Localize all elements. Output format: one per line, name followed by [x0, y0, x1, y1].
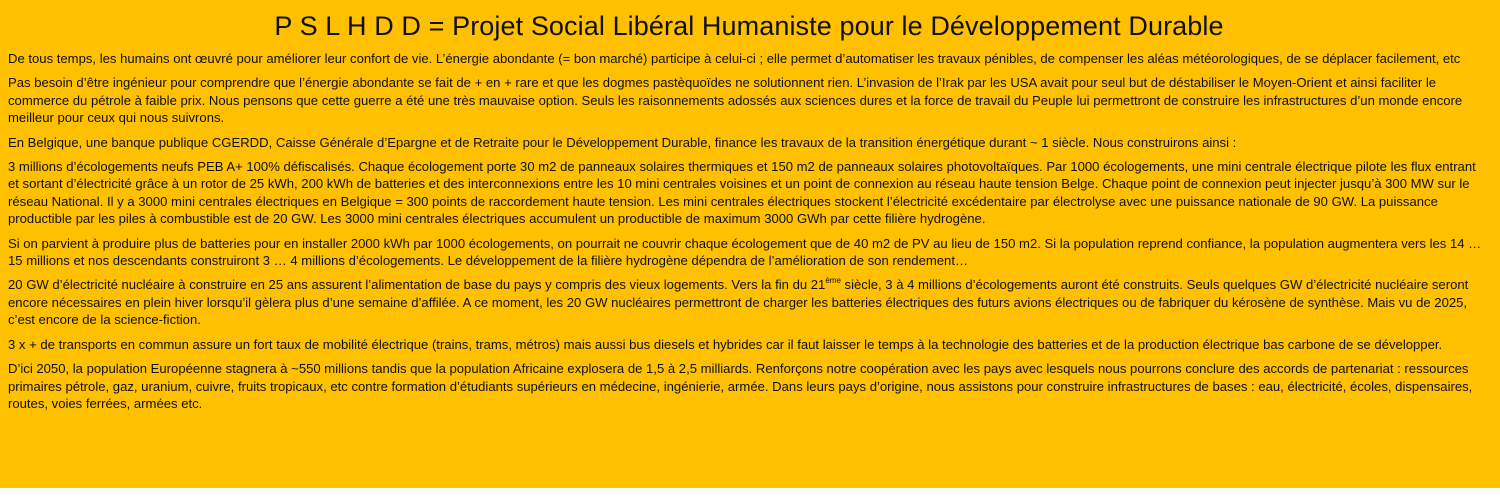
paragraph-africa: D’ici 2050, la population Européenne stagnera à ~550 millions tandis que la population Africaine explosera de 1,5 à 2,5 milliards. Renforçons notre coopération avec les pays avec lesquels nous pourrons conclure des accords de partenariat : ressources primaires pétrole, gaz, uranium, cuivre, fruits tropicaux, etc contre formation d’étudiants supérieurs en médecine, ingénierie, armée. Dans leurs pays d’origine, nous assistons pour construire infrastructures de bases : eau, électricité, écoles, dispensaires, routes, voies ferrées, armées etc. — [8, 361, 1473, 411]
page-title: P S L H D D = Projet Social Libéral Humaniste pour le Développement Durable — [274, 11, 1224, 41]
paragraph-batteries: Si on parvient à produire plus de batteries pour en installer 2000 kWh par 1000 écologements, on pourrait ne couvrir chaque écologement que de 40 m2 de PV au lieu de 150 m2. Si la population reprend confiance, la population augmentera vers les 14 … 15 millions et nos descendants construiront 3 … 4 millions d’écologements. Le développement de la filière hydrogène dépendra de l’amélioration de son rendement… — [8, 235, 1482, 269]
paragraph-energy: Pas besoin d’être ingénieur pour comprendre que l’énergie abondante se fait de + en + rare et que les dogmes pastèquoïdes ne solutionnent rien. L’invasion de l’Irak par les USA avait pour seul but de déstabiliser le Moyen-Orient et ainsi faciliter le commerce du pétrole à faible prix. Nous pensons que cette guerre a été une très mauvaise option. Seuls les raisonnements adossés aux sciences dures et la force de travail du Peuple lui permettront de construire les infrastructures d’un monde encore meilleur pour ceux qui nous suivrons. — [8, 75, 1463, 126]
nuclear-text-end: siècle, 3 à 4 millions d’écologements auront été construits. Seuls quelques GW d’électricité nucléaire seront encore nécessaires en plein hiver lorsqu’il gèlera plus d’une semaine d’affilée. A ce moment, les 20 GW nucléaires permettront de charger les batteries électriques des futurs avions électriques ou de fabriquer du kérosène de synthèse. Mais vu de 2025, c’est encore de la science-fiction. — [8, 277, 1469, 328]
body-text — [8, 50, 1490, 412]
nuclear-text-start: 20 GW d’électricité nucléaire à construire en 25 ans assurent l’alimentation de base du pays y compris des vieux logements. Vers la fin du 21 — [8, 277, 826, 293]
paragraph-intro: De tous temps, les humains ont œuvré pour améliorer leur confort de vie. L’énergie abondante (= bon marché) participe à celui-ci ; elle permet d’automatiser les travaux pénibles, de compenser les aléas météorologiques, de se déplacer facilement, etc — [8, 51, 1461, 66]
paragraph-nuclear — [8, 276, 1490, 328]
nuclear-superscript: ème — [825, 276, 841, 286]
paragraph-bank: En Belgique, une banque publique CGERDD, Caisse Générale d’Epargne et de Retraite pour le Développement Durable, finance les travaux de la transition énergétique durant ~ 1 siècle. Nous construirons ainsi : — [8, 134, 1237, 150]
paragraph-transport: 3 x + de transports en commun assure un fort taux de mobilité électrique (trains, trams, métros) mais aussi bus diesels et hybrides car il faut laisser le temps à la technologie des batteries et de la production électrique bas carbone de se développer. — [8, 336, 1443, 352]
paragraph-ecologements: 3 millions d’écologements neufs PEB A+ 100% défiscalisés. Chaque écologement porte 30 m2 de panneaux solaires thermiques et 150 m2 de panneaux solaires photovoltaïques. Par 1000 écologements, une mini centrale électrique pilote les flux entrant et sortant d’électricité grâce à un rotor de 25 kWh, 200 kWh de batteries et des interconnexions entre les 10 mini centrales voisines et un point de connexion au réseau haute tension Belge. Chaque point de connexion peut injecter jusqu’à 300 MW sur le réseau National. Il y a 3000 mini centrales électriques en Belgique = 300 points de raccordement haute tension. Les mini centrales électriques stockent l’électricité excédentaire par électrolyse avec une puissance nationale de 90 GW. La puissance productible par les piles à combustible est de 20 GW. Les 3000 mini centrales électriques accumulent un productible de maximum 3000 GWh par cette filière hydrogène. — [8, 159, 1476, 227]
